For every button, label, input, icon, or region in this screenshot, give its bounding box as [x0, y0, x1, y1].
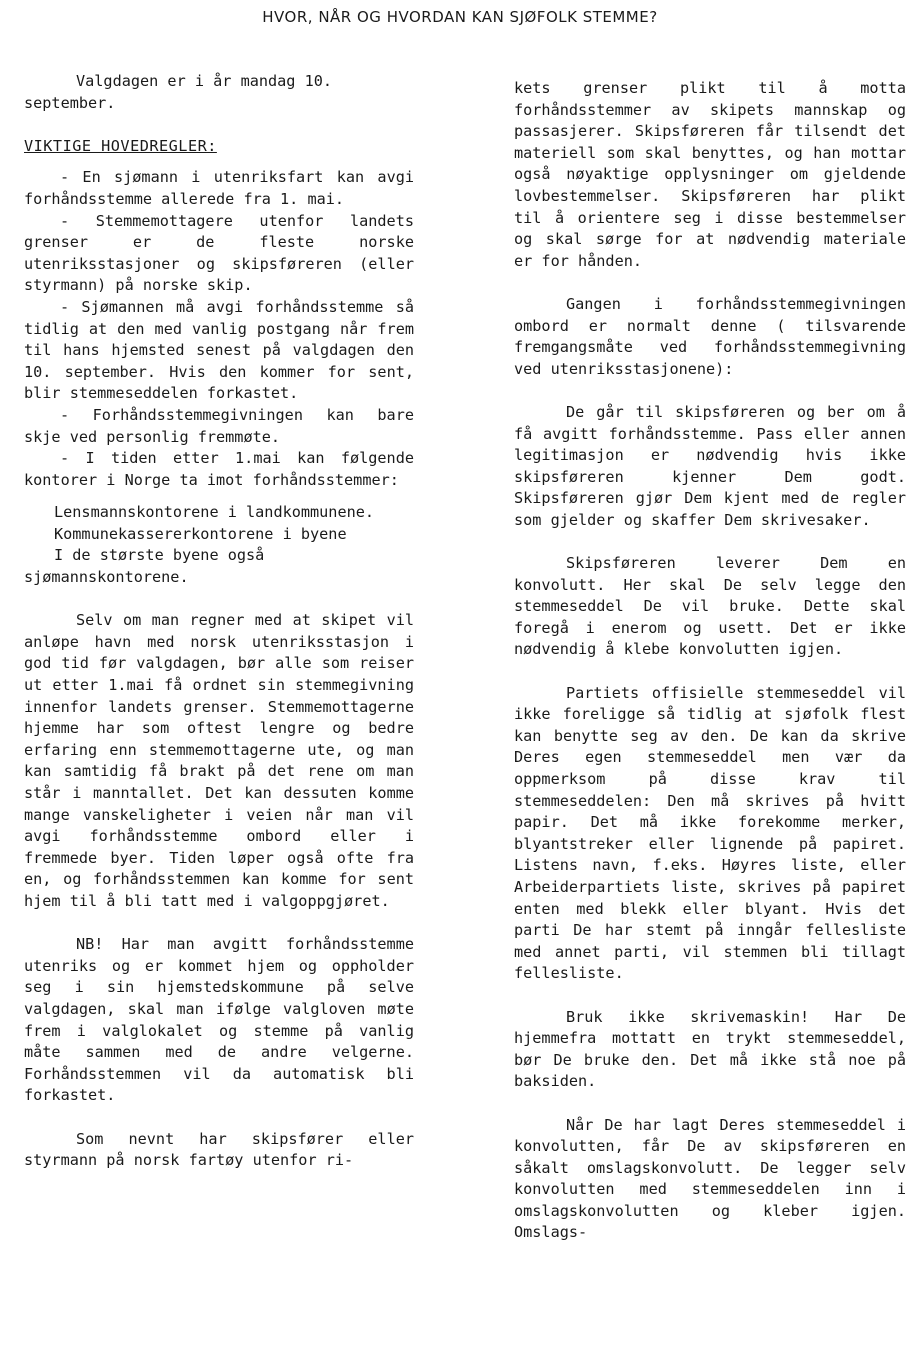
office-item: Kommunekassererkontorene i byene — [54, 524, 347, 543]
body-paragraph: Gangen i forhåndsstemmegivningen ombord er normalt denne ( tilsvarende fremgangsmåte ved forhåndsstemmegivning ved utenriksstasjonene): — [514, 294, 906, 378]
body-paragraph: Som nevnt har skipsfører eller styrmann på norsk fartøy utenfor ri- — [24, 1129, 414, 1170]
nb-paragraph: NB! Har man avgitt forhåndsstemme utenriks og er kommet hjem og oppholder seg i sin hjemstedskommune på selve valgdagen, skal man ifølge valgloven møte frem i valglokalet og stemme på vanlig måte sammen med de andre velgerne. Forhåndsstemmen vil da automatisk bli forkastet. — [24, 935, 414, 1105]
body-paragraph: Når De har lagt Deres stemmeseddel i konvolutten, får De av skipsføreren en såkalt omslagskonvolutt. De legger selv konvolutten med stemmeseddelen inn i omslagskonvolutten og kleber igjen. Omslags- — [514, 1115, 906, 1242]
body-paragraph: Selv om man regner med at skipet vil anløpe havn med norsk utenriksstasjon i god tid før valgdagen, bør alle som reiser ut etter 1.mai få ordnet sin stemmegivning innenfor landets grenser. Stemmemottagerne hjemme har som oftest lengre og bedre erfaring enn stemmemottagerne ute, og man kan samtidig få brakt på det rene om man står i manntallet. Det kan dessuten komme mange vanskeligheter i veien når man vil avgi forhåndsstemme ombord eller i fremmede byer. Tiden løper også ofte fra en, og forhåndsstemmen kan komme for sent hjem til å bli tatt med i valgoppgjøret. — [24, 611, 414, 910]
intro-paragraph: Valgdagen er i år mandag 10. september. — [24, 72, 333, 112]
rule-item: - Stemmemottagere utenfor landets grenser er de fleste norske utenriksstasjoner og skipsføreren (eller styrmann) på norske skip. — [24, 211, 414, 295]
rules-heading: VIKTIGE HOVEDREGLER: — [24, 136, 217, 155]
rule-item: - Sjømannen må avgi forhåndsstemme så tidlig at den med vanlig postgang når frem til hans hjemsted senest på valgdagen den 10. september. Hvis den kommer for sent, blir stemmeseddelen forkastet. — [24, 297, 414, 403]
right-column — [514, 78, 906, 1244]
body-paragraph: kets grenser plikt til å motta forhåndsstemmer av skipets mannskap og passasjerer. Skipsføreren får tilsendt det materiell som skal benyttes, og han mottar også nøyaktige opplysninger om gjeldende lovbestemmelser. Skipsføreren har plikt til å orientere seg i disse bestemmelser og skal sørge for at nødvendig materiale er for hånden. — [514, 79, 906, 270]
body-paragraph: Partiets offisielle stemmeseddel vil ikke foreligge så tidlig at sjøfolk flest kan benytte seg av den. De kan da skrive Deres egen stemmeseddel men vær da oppmerksom på disse krav til stemmeseddelen: Den må skrives på hvitt papir. Det må ikke forekomme merker, blyantstreker eller lignende på papiret. Listens navn, f.eks. Høyres liste, eller Arbeiderpartiets liste, skrives på papiret enten med blekk eller blyant. Hvis det parti De har stemt på inngår fellesliste med annet parti, vil stemmen bli tillagt fellesliste. — [514, 683, 906, 983]
office-item: I de største byene også sjømannskontorene. — [24, 546, 265, 587]
rule-item: - En sjømann i utenriksfart kan avgi forhåndsstemme allerede fra 1. mai. — [24, 168, 414, 208]
office-item: Lensmannskontorene i landkommunene. — [54, 503, 375, 522]
rule-item: - I tiden etter 1.mai kan følgende kontorer i Norge ta imot forhåndsstemmer: — [24, 449, 414, 489]
left-column — [24, 71, 414, 1172]
body-paragraph: Skipsføreren leverer Dem en konvolutt. Her skal De selv legge den stemmeseddel De vil bruke. Dette skal foregå i enerom og usett. Det er ikke nødvendig å klebe konvolutten igjen. — [514, 554, 906, 659]
rule-item: - Forhåndsstemmegivningen kan bare skje ved personlig fremmøte. — [24, 405, 414, 446]
body-paragraph: De går til skipsføreren og ber om å få avgitt forhåndsstemme. Pass eller annen legitimasjon er nødvendig hvis ikke skipsføreren kjenner Dem godt. Skipsføreren gjør Dem kjent med de regler som gjelder og skaffer Dem skrivesaker. — [514, 402, 906, 529]
page-title: HVOR, NÅR OG HVORDAN KAN SJØFOLK STEMME? — [262, 8, 658, 26]
body-paragraph: Bruk ikke skrivemaskin! Har De hjemmefra mottatt en trykt stemmeseddel, bør De bruke den. Det må ikke stå noe på baksiden. — [514, 1007, 906, 1091]
